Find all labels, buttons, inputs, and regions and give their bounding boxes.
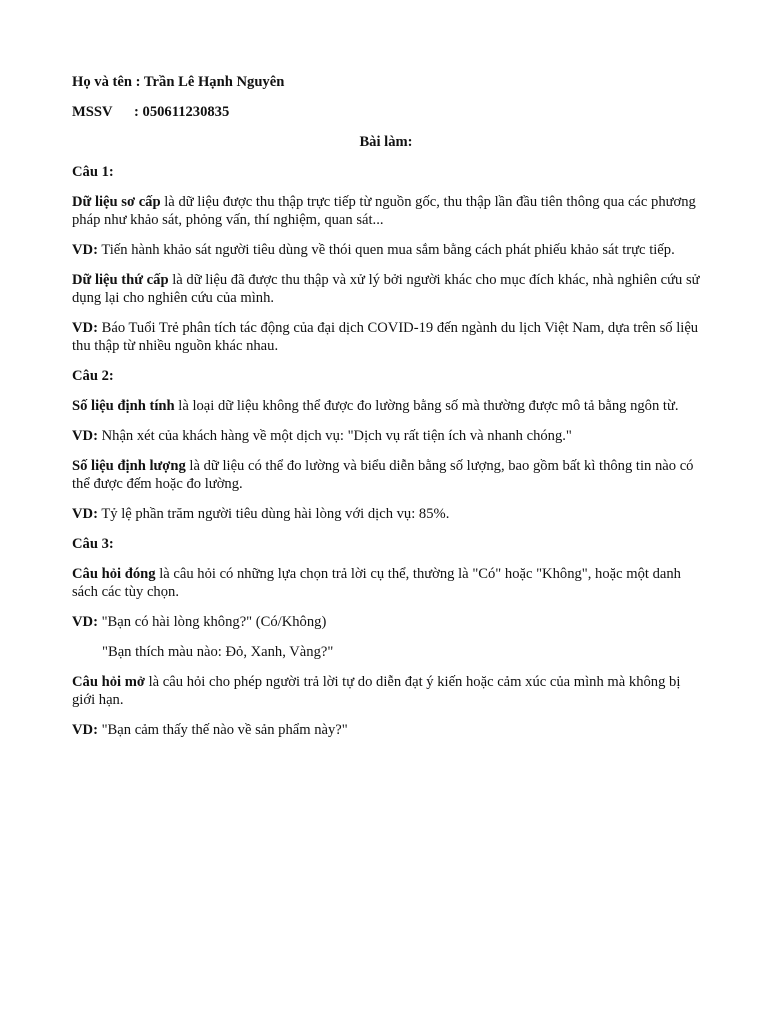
secondary-data-term: Dữ liệu thứ cấp: [72, 272, 169, 288]
open-question-paragraph: [72, 672, 700, 709]
quantitative-data-term: Số liệu định lượng: [72, 458, 186, 474]
example-label: VD:: [72, 242, 98, 258]
name-label: Họ và tên: [72, 74, 132, 90]
question-2-heading: Câu 2:: [72, 368, 114, 384]
example-label: VD:: [72, 506, 98, 522]
example-text: Báo Tuổi Trẻ phân tích tác động của đại dịch COVID-19 đến ngành du lịch Việt Nam, dựa trên số liệu thu thập từ nhiều nguồn khác nhau.: [72, 320, 699, 354]
example-text: Tiến hành khảo sát người tiêu dùng về thói quen mua sắm bằng cách phát phiếu khảo sát trực tiếp.: [97, 242, 675, 258]
closed-question-example-2: "Bạn thích màu nào: Đỏ, Xanh, Vàng?": [102, 644, 334, 660]
quantitative-data-paragraph: [72, 456, 700, 493]
quantitative-data-definition: là dữ liệu có thể đo lường và biểu diễn bằng số lượng, bao gồm bất kì thông tin nào có thể được đếm hoặc đo lường.: [72, 458, 694, 492]
mssv-separator: :: [134, 104, 143, 120]
secondary-data-paragraph: [72, 270, 700, 307]
name-separator: :: [132, 74, 144, 90]
qualitative-data-example: [72, 426, 700, 445]
document-title: Bài làm:: [359, 134, 413, 150]
student-id-line: [72, 102, 700, 121]
qualitative-data-definition: là loại dữ liệu không thể được đo lường bằng số mà thường được mô tả bằng ngôn từ.: [174, 398, 679, 414]
closed-question-example: [72, 612, 700, 631]
open-question-term: Câu hỏi mở: [72, 674, 145, 690]
open-question-example: [72, 720, 700, 739]
example-label: VD:: [72, 722, 98, 738]
secondary-data-definition: là dữ liệu đã được thu thập và xử lý bởi người khác cho mục đích khác, nhà nghiên cứu sử dụng lại cho nghiên cứu của mình.: [72, 272, 700, 306]
primary-data-term: Dữ liệu sơ cấp: [72, 194, 161, 210]
student-name-line: [72, 72, 700, 91]
closed-question-paragraph: [72, 564, 700, 601]
secondary-data-example: [72, 318, 700, 355]
example-text: "Bạn có hài lòng không?" (Có/Không): [97, 614, 327, 630]
primary-data-paragraph: [72, 192, 700, 229]
open-question-definition: là câu hỏi cho phép người trả lời tự do diễn đạt ý kiến hoặc cảm xúc của mình mà không bị giới hạn.: [72, 674, 681, 708]
example-text: "Bạn cảm thấy thế nào về sản phẩm này?": [97, 722, 348, 738]
example-label: VD:: [72, 614, 98, 630]
qualitative-data-term: Số liệu định tính: [72, 398, 175, 414]
closed-question-definition: là câu hỏi có những lựa chọn trả lời cụ thể, thường là "Có" hoặc "Không", hoặc một danh sách các tùy chọn.: [72, 566, 681, 600]
document-page: [72, 72, 700, 750]
student-name: Trần Lê Hạnh Nguyên: [143, 74, 285, 90]
question-1-heading: Câu 1:: [72, 164, 114, 180]
example-label: VD:: [72, 320, 98, 336]
question-3-heading: Câu 3:: [72, 536, 114, 552]
qualitative-data-paragraph: [72, 396, 700, 415]
example-label: VD:: [72, 428, 98, 444]
student-id: 050611230835: [142, 104, 230, 120]
example-text: Nhận xét của khách hàng về một dịch vụ: "Dịch vụ rất tiện ích và nhanh chóng.": [97, 428, 572, 444]
closed-question-term: Câu hỏi đóng: [72, 566, 156, 582]
example-text: Tỷ lệ phần trăm người tiêu dùng hài lòng với dịch vụ: 85%.: [97, 506, 450, 522]
primary-data-definition: là dữ liệu được thu thập trực tiếp từ nguồn gốc, thu thập lần đầu tiên thông qua các phương pháp như khảo sát, phỏng vấn, thí nghiệm, quan sát...: [72, 194, 696, 228]
quantitative-data-example: [72, 504, 700, 523]
primary-data-example: [72, 240, 700, 259]
mssv-label: MSSV: [72, 104, 113, 120]
